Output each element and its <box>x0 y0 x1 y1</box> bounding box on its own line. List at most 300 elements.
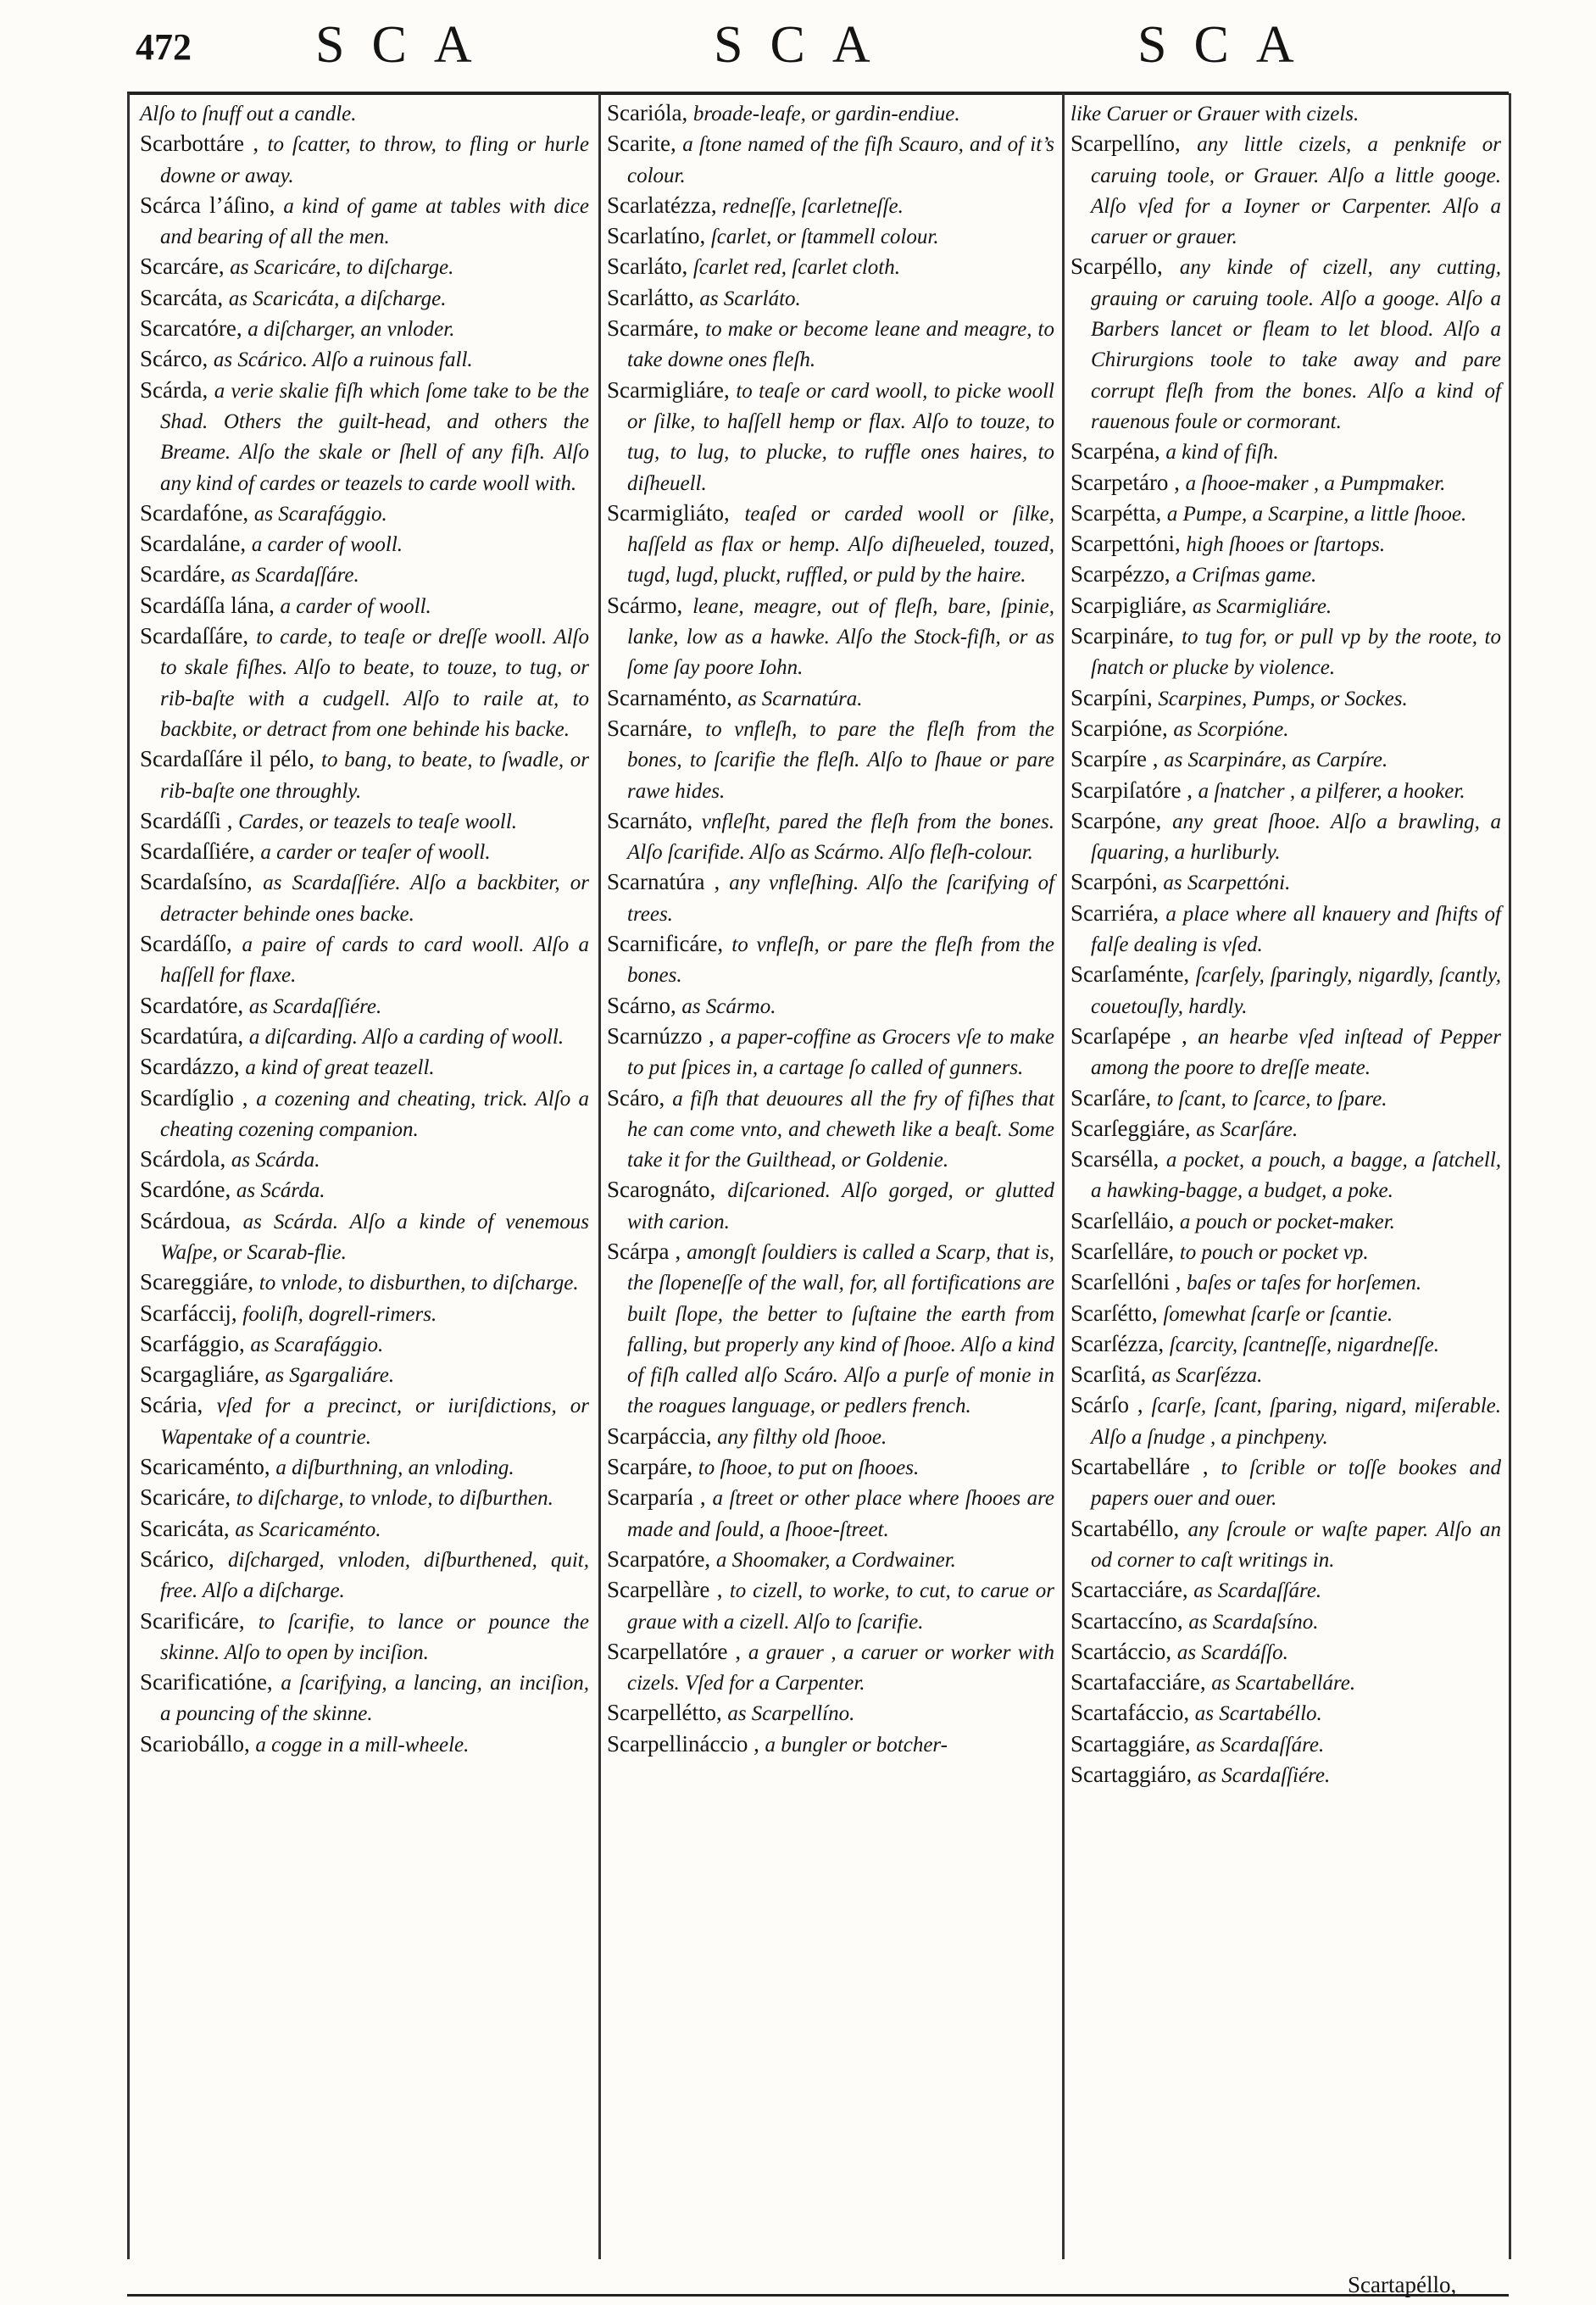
definition: broade-leafe, or gardin-endiue. <box>692 103 960 125</box>
dictionary-entry <box>607 1452 1054 1483</box>
headword: Scarbottáre , <box>140 131 259 157</box>
definition: as Scardaſſáre. <box>1196 1733 1325 1757</box>
definition: a carder of wooll. <box>280 594 431 618</box>
dictionary-entry <box>1070 560 1501 590</box>
headword: Scarlatíno, <box>607 223 706 249</box>
headword: Scáro, <box>607 1084 665 1111</box>
headword: Scartafáccio, <box>1070 1700 1190 1726</box>
headword: Scárico, <box>140 1545 214 1572</box>
dictionary-entry <box>1070 129 1501 252</box>
dictionary-entry <box>140 283 589 314</box>
definition: as Scaricaménto. <box>235 1517 381 1541</box>
definition: to ſcrible or toſſe bookes and papers ouer and ouer. <box>1091 1456 1501 1511</box>
headword: Scardáſſo, <box>140 931 232 957</box>
headword: Scaricáre, <box>140 1484 231 1511</box>
dictionary-entry <box>140 1390 589 1452</box>
dictionary-entry <box>1070 1083 1501 1114</box>
dictionary-entry <box>140 1483 589 1513</box>
headword: Scariobállo, <box>140 1730 250 1757</box>
headword: Scartaccíno, <box>1070 1607 1183 1634</box>
definition: a verie skalie fiſh which ſome take to be the Shad. Others the guilt-head, and others the Breame. Alſo the skale or ſhell of any fiſh. Alſo any kind of cardes or teazels to carde wooll with. <box>160 379 590 495</box>
headword: Scardáre, <box>140 561 226 587</box>
definition: as Scorpióne. <box>1173 717 1289 741</box>
dictionary-entry <box>607 1698 1054 1729</box>
headword: Scarmigliáre, <box>607 376 730 403</box>
definition: a ſtone named of the fiſh Scauro, and of it’s colour. <box>627 133 1055 187</box>
dictionary-entry <box>140 1083 589 1145</box>
headword: Scarſelláio, <box>1070 1207 1175 1233</box>
headword: Scarlatézza, <box>607 192 717 218</box>
headword: Scartacciáre, <box>1070 1577 1188 1603</box>
definition: a fiſh that deuoures all the fry of fiſhes that he can come vnto, and cheweth like a beaſt. Some take it for the Guilthead, or Goldenie. <box>627 1087 1055 1172</box>
definition: as Scardaſsíno. <box>1188 1610 1319 1634</box>
definition: high ſhooes or ſtartops. <box>1186 533 1386 557</box>
dictionary-entry <box>140 806 589 837</box>
definition: a carder or teaſer of wooll. <box>260 841 491 865</box>
dictionary-entry <box>607 1022 1054 1083</box>
dictionary-entry <box>140 252 589 282</box>
definition: amongſt ſouldiers is called a Scarp, that is, the ſlopeneſſe of the wall, for, all fortifications are built ſlope, the better to ſuſtaine the earth from falling, but properly any kind of ſhooe. Alſo a kind of fiſh called alſo Scáro. Alſo a purſe of monie in the roagues language, or pedlers french. <box>627 1240 1054 1418</box>
dictionary-entry <box>140 1606 589 1668</box>
dictionary-entry <box>1070 714 1501 744</box>
definition: to make or become leane and meagre, to take downe ones fleſh. <box>627 318 1055 372</box>
definition: to vnfleſh, or pare the fleſh from the bones. <box>627 933 1055 988</box>
dictionary-entry <box>140 837 589 867</box>
headword: Scarpézzo, <box>1070 561 1171 587</box>
definition: a place where all knauery and ſhifts of falſe dealing is vſed. <box>1091 902 1501 957</box>
dictionary-entry <box>140 344 589 375</box>
dictionary-entry <box>1070 529 1501 560</box>
dictionary-entry <box>607 1237 1054 1422</box>
definition: teaſed or carded wooll or ſilke, haſſeld as flax or hemp. Alſo diſheueled, touzed, tugd, lugd, pluckt, ruffled, or puld by the haire. <box>627 502 1054 587</box>
headword: Scareggiáre, <box>140 1269 254 1295</box>
dictionary-entry <box>140 1514 589 1545</box>
dictionary-entry <box>607 1175 1054 1237</box>
dictionary-entry <box>607 1083 1054 1176</box>
headword: Scarſáre, <box>1070 1084 1152 1111</box>
header-rule <box>127 92 1509 95</box>
headword: Scartaggiáro, <box>1070 1762 1193 1788</box>
dictionary-entry <box>140 1052 589 1083</box>
definition: ſomewhat ſcarſe or ſcantie. <box>1163 1302 1393 1326</box>
headword: Scarſellóni , <box>1070 1269 1182 1295</box>
headword: Scarſétto, <box>1070 1300 1158 1326</box>
definition: as Scardaſſáre. <box>231 564 359 587</box>
dictionary-entry <box>1070 1299 1501 1329</box>
dictionary-entry <box>1070 1390 1501 1452</box>
dictionary-entry <box>140 591 589 621</box>
running-head-center: SCA <box>714 16 898 74</box>
page-number: 472 <box>136 26 192 68</box>
dictionary-entry <box>1070 498 1501 529</box>
dictionary-entry <box>607 591 1054 683</box>
headword: Scarpellináccio , <box>607 1730 759 1757</box>
definition: vſed for a precinct, or iuriſdictions, or Wapentake of a countrie. <box>160 1395 590 1449</box>
dictionary-entry <box>1070 252 1501 437</box>
definition: a cozening and cheating, trick. Alſo a cheating cozening companion. <box>160 1087 589 1141</box>
dictionary-entry <box>607 221 1054 252</box>
headword: Scardázzo, <box>140 1054 240 1080</box>
dictionary-entry <box>1070 1514 1501 1576</box>
headword: Scartafacciáre, <box>1070 1669 1206 1695</box>
definition: as Scarafággio. <box>250 1333 384 1356</box>
dictionary-entry <box>1070 1267 1501 1298</box>
dictionary-entry <box>140 1668 589 1729</box>
headword: Scária, <box>140 1392 203 1418</box>
headword: Scardatóre, <box>140 992 244 1018</box>
dictionary-entry <box>1070 621 1501 683</box>
definition: a kind of game at tables with dice and bearing of all the men. <box>160 194 590 249</box>
definition: a diſcarding. Alſo a carding of wooll. <box>248 1025 564 1049</box>
definition: a pocket, a pouch, a bagge, a ſatchell, a hawking-bagge, a budget, a poke. <box>1091 1149 1502 1203</box>
definition: as Scarafággio. <box>253 502 387 526</box>
definition: as Scarpináre, as Carpíre. <box>1164 749 1388 772</box>
definition: a Shoomaker, a Cordwainer. <box>715 1548 956 1572</box>
definition: as Scartabéllo. <box>1194 1702 1322 1726</box>
dictionary-entry <box>1070 1329 1501 1360</box>
headword: Scarpigliáre, <box>1070 592 1187 618</box>
footer-rule <box>127 2294 1509 2297</box>
dictionary-entry <box>140 1545 589 1606</box>
definition: any filthy old ſhooe. <box>717 1425 887 1449</box>
headword: Scarſelláre, <box>1070 1238 1175 1264</box>
headword: Scarpióne, <box>1070 715 1168 741</box>
column-rule-left <box>127 93 130 2259</box>
definition: to teaſe or card wooll, to picke wooll or ſilke, to haſſell hemp or flax. Alſo to touze, to tug, to lug, to plucke, to ruffle ones haires, to diſheuell. <box>627 379 1054 495</box>
headword: Scarpellíno, <box>1070 131 1181 157</box>
definition: a ſhooe-maker , a Pumpmaker. <box>1185 471 1446 495</box>
dictionary-entry <box>607 1545 1054 1575</box>
dictionary-entry <box>140 1267 589 1298</box>
dictionary-entry <box>1070 899 1501 960</box>
headword: Scárco, <box>140 346 209 372</box>
headword: Scarpetáro , <box>1070 469 1180 495</box>
definition: ſcarſe, ſcant, ſparing, nigard, miſerable. Alſo a ſnudge , a pinchpeny. <box>1091 1395 1502 1449</box>
definition: as Scárico. Alſo a ruinous fall. <box>213 348 473 372</box>
dictionary-entry <box>140 1022 589 1052</box>
dictionary-entry <box>607 806 1054 868</box>
dictionary-entry <box>1070 1452 1501 1514</box>
headword: Scarióla, <box>607 100 688 125</box>
dictionary-entry <box>607 376 1054 498</box>
headword: Scardóne, <box>140 1177 231 1203</box>
dictionary-entry <box>140 929 589 991</box>
definition: a cogge in a mill-wheele. <box>255 1733 470 1757</box>
dictionary-entry <box>1070 1144 1501 1206</box>
headword: Scarmiglіáto, <box>607 499 730 526</box>
definition: a Pumpe, a Scarpine, a little ſhooe. <box>1166 502 1467 526</box>
dictionary-entry <box>1070 1668 1501 1698</box>
definition: as Scarpettóni. <box>1163 871 1291 895</box>
definition: a pouch or pocket-maker. <box>1179 1210 1395 1233</box>
headword: Scaricáta, <box>140 1515 230 1541</box>
headword: Scartabéllo, <box>1070 1515 1180 1541</box>
definition: as Scaricáta, a diſcharge. <box>228 287 447 310</box>
dictionary-entry <box>140 1329 589 1360</box>
dictionary-entry <box>607 1483 1054 1545</box>
definition: an hearbe vſed inſtead of Pepper among the poore to dreſſe meate. <box>1091 1025 1501 1080</box>
definition: to cizell, to worke, to cut, to carue or graue with a cizell. Alſo to ſcarifie. <box>627 1579 1054 1634</box>
headword: Scarpóni, <box>1070 869 1158 895</box>
definition: a ſcarifying, a lancing, an inciſion, a pouncing of the skinne. <box>160 1672 590 1726</box>
dictionary-entry <box>140 529 589 560</box>
definition: as Scarpellíno. <box>727 1702 855 1726</box>
headword: Scarláto, <box>607 253 688 280</box>
headword: Scarſitá, <box>1070 1361 1147 1388</box>
catchword: Scartapéllo, <box>1348 2272 1457 2297</box>
dictionary-entry <box>140 1360 589 1390</box>
definition: to tug for, or pull vp by the roote, to ſnatch or plucke by violence. <box>1091 626 1501 680</box>
definition: to ſcant, to ſcarce, to ſpare. <box>1156 1087 1387 1111</box>
headword: Scarnúzzo , <box>607 1022 715 1049</box>
definition: as Scardaſſiére. <box>248 994 382 1018</box>
dictionary-entry <box>1070 591 1501 621</box>
dictionary-entry <box>607 191 1054 221</box>
dictionary-entry <box>140 1206 589 1268</box>
headword: Scardáſſi , <box>140 807 233 833</box>
dictionary-entry <box>140 1144 589 1175</box>
dictionary-entry <box>1070 1698 1501 1729</box>
headword: Scarſeggiáre, <box>1070 1115 1191 1141</box>
headword: Scarpatóre, <box>607 1545 711 1572</box>
dictionary-entry <box>140 1452 589 1483</box>
headword: Scarnificáre, <box>607 931 724 957</box>
definition: as Scárda. <box>236 1179 325 1203</box>
column-3 <box>1070 98 1501 1790</box>
definition: as Scármo. <box>681 994 776 1018</box>
headword: Scarnáre, <box>607 715 693 741</box>
running-head-left: SCA <box>315 16 499 74</box>
dictionary-entry <box>140 991 589 1022</box>
dictionary-entry <box>1070 867 1501 898</box>
headword: Scarnaménto, <box>607 684 732 710</box>
headword: Scarcáre, <box>140 253 225 280</box>
headword: Scarnáto, <box>607 807 693 833</box>
definition: as Scarmigliáre. <box>1192 594 1332 618</box>
definition: as Scarſáre. <box>1196 1117 1298 1141</box>
headword: Scárca l’áſino, <box>140 192 275 218</box>
headword: Scárpa , <box>607 1238 681 1264</box>
headword: Scarpellétto, <box>607 1700 722 1726</box>
definition: a paire of cards to card wooll. Alſo a haſſell for flaxe. <box>160 933 589 988</box>
dictionary-entry <box>140 314 589 344</box>
dictionary-entry <box>1070 1729 1501 1760</box>
definition: to ſcarifie, to lance or pounce the skinne. Alſo to open by inciſion. <box>160 1610 590 1664</box>
dictionary-entry <box>140 1729 589 1760</box>
headword: Scarſaménte, <box>1070 961 1190 988</box>
headword: Scarificatióne, <box>140 1669 273 1695</box>
dictionary-entry <box>607 991 1054 1022</box>
headword: Scarpináre, <box>1070 623 1175 649</box>
dictionary-entry <box>607 929 1054 991</box>
headword: Scarmáre, <box>607 315 699 342</box>
dictionary-entry <box>140 1175 589 1205</box>
definition: as Scárda. <box>231 1149 320 1172</box>
dictionary-entry <box>140 744 589 806</box>
dictionary-entry <box>607 1729 1054 1760</box>
dictionary-entry <box>140 98 589 129</box>
headword: Scardíglio , <box>140 1084 248 1111</box>
headword: Scarpétta, <box>1070 499 1162 526</box>
definition: a diſburthning, an vnloding. <box>275 1456 514 1480</box>
definition: vnfleſht, pared the fleſh from the bones. Alſo ſcarifide. Alſo as Scármo. Alſo fleſh-colour. <box>627 810 1054 865</box>
definition: to bang, to beate, to ſwadle, or rib-baſte one throughly. <box>160 749 590 803</box>
definition: as Scardaſſiére. <box>1197 1764 1331 1788</box>
dictionary-entry <box>140 1299 589 1329</box>
definition: a Criſmas game. <box>1176 564 1317 587</box>
dictionary-entry <box>1070 98 1501 129</box>
definition: as Scaricáre, to diſcharge. <box>230 256 454 280</box>
definition: as Scardáſſo. <box>1176 1640 1288 1664</box>
dictionary-entry <box>140 191 589 253</box>
definition: any little cizels, a penknife or caruing toole, or Grauer. Alſo a little googe. Alſo vſed for a Ioyner or Carpenter. Alſo a caruer or grauer. <box>1091 133 1502 249</box>
dictionary-entry <box>140 560 589 590</box>
definition: diſcarioned. Alſo gorged, or glutted with carion. <box>627 1179 1055 1233</box>
dictionary-entry <box>1070 683 1501 714</box>
definition: redneſſe, ſcarletneſſe. <box>722 194 904 218</box>
dictionary-entry <box>1070 1237 1501 1267</box>
column-rule-2 <box>1062 93 1065 2259</box>
headword: Scarnatúra , <box>607 869 720 895</box>
dictionary-entry <box>140 867 589 929</box>
headword: Scarſézza, <box>1070 1330 1165 1356</box>
dictionary-entry <box>140 498 589 529</box>
headword: Scarriéra, <box>1070 899 1159 926</box>
definition: a bungler or botcher- <box>765 1733 948 1757</box>
definition: Scarpines, Pumps, or Sockes. <box>1158 687 1408 710</box>
definition: as Scartabelláre. <box>1211 1672 1356 1695</box>
dictionary-entry <box>1070 1637 1501 1668</box>
definition: to carde, to teaſe or dreſſe wooll. Alſo to skale fiſhes. Alſo to beate, to touze, to tug, or rib-baſte with a cudgell. Alſo to raile at, to backbite, or detract from one behinde his backe. <box>160 626 589 741</box>
definition: any kinde of cizell, any cutting, grauing or caruing toole. Alſo a googe. Alſo a Barbers lancet or fleam to let blood. Alſo a Chirurgions toole to take away and pare corrupt fleſh from the bones. Alſo a kind of rauenous foule or cormorant. <box>1091 256 1502 433</box>
dictionary-entry <box>1070 437 1501 467</box>
headword: Scarpáccia, <box>607 1423 712 1449</box>
definition: as Sgargaliáre. <box>264 1364 395 1388</box>
headword: Scarpíre , <box>1070 746 1159 772</box>
definition: ſcarlet red, ſcarlet cloth. <box>692 256 900 280</box>
headword: Scartáccio, <box>1070 1638 1172 1664</box>
dictionary-entry <box>1070 1606 1501 1637</box>
page-header <box>0 0 1596 102</box>
column-rule-1 <box>598 93 601 2259</box>
definition: to pouch or pocket vp. <box>1179 1240 1369 1264</box>
headword: Scarcáta, <box>140 284 224 310</box>
headword: Scardaſſáre il pélo, <box>140 746 314 772</box>
headword: Scarpíni, <box>1070 684 1153 710</box>
dictionary-entry <box>607 129 1054 191</box>
dictionary-entry <box>1070 744 1501 775</box>
headword: Scartaggiáre, <box>1070 1730 1191 1757</box>
headword: Scarpóne, <box>1070 807 1162 833</box>
dictionary-entry <box>607 714 1054 806</box>
definition: diſcharged, vnloden, diſburthened, quit, free. Alſo a diſcharge. <box>160 1548 589 1603</box>
dictionary-entry <box>607 498 1054 591</box>
column-rule-right <box>1509 93 1511 2259</box>
headword: Scárdola, <box>140 1146 226 1172</box>
headword: Scarcatóre, <box>140 315 242 342</box>
dictionary-entry <box>607 314 1054 376</box>
definition: ſcarſely, ſparingly, nigardly, ſcantly, couetouſly, hardly. <box>1091 964 1501 1018</box>
definition: a paper-coffine as Grocers vſe to make to put ſpices in, a cartage ſo called of gunners. <box>627 1025 1054 1080</box>
definition: a grauer , a caruer or worker with cizels. Vſed for a Carpenter. <box>627 1640 1054 1695</box>
headword: Scarséllа, <box>1070 1146 1159 1172</box>
definition: a kind of great teazell. <box>245 1056 435 1080</box>
definition: a carder of wooll. <box>251 533 403 557</box>
definition: Alſo to ſnuff out a candle. <box>140 103 357 125</box>
definition: leane, meagre, out of fleſh, bare, ſpinie, lanke, low as a hawke. Alſo the Stock-fiſh, or as ſome ſay poore Iohn. <box>627 594 1055 680</box>
headword: Scárdoua, <box>140 1207 231 1233</box>
dictionary-entry <box>607 252 1054 282</box>
headword: Scarfáccij, <box>140 1300 237 1326</box>
dictionary-entry <box>1070 1760 1501 1790</box>
dictionary-entry <box>1070 960 1501 1022</box>
headword: Scárda, <box>140 376 209 403</box>
dictionary-entry <box>1070 1022 1501 1083</box>
definition: to diſcharge, to vnlode, to diſburthen. <box>236 1487 553 1511</box>
definition: as Scarſézza. <box>1151 1364 1263 1388</box>
definition: a ſtreet or other place where ſhooes are made and ſould, a ſhooe-ſtreet. <box>627 1487 1055 1541</box>
dictionary-entry <box>607 1422 1054 1452</box>
definition: any ſcroule or waſte paper. Alſo an od corner to caſt writings in. <box>1091 1517 1502 1572</box>
column-1 <box>140 98 589 1760</box>
dictionary-entry <box>607 867 1054 929</box>
headword: Scardaſſáre, <box>140 623 249 649</box>
definition: ſcarcity, ſcantneſſe, nigardneſſe. <box>1169 1333 1439 1356</box>
headword: Scarognáto, <box>607 1177 716 1203</box>
headword: Scarpéllo, <box>1070 253 1163 280</box>
definition: a diſcharger, an vnloder. <box>247 318 455 342</box>
definition: as Scarláto. <box>699 287 801 310</box>
headword: Scarpiſatóre , <box>1070 777 1193 803</box>
dictionary-entry <box>1070 1360 1501 1390</box>
headword: Scárſo , <box>1070 1392 1143 1418</box>
dictionary-entry <box>607 1637 1054 1699</box>
definition: as Scárda. Alſo a kinde of venemous Waſpe, or Scarab-flie. <box>160 1210 590 1264</box>
headword: Scarſapépe , <box>1070 1022 1187 1049</box>
definition: fooliſh, dogrell-rimers. <box>242 1302 437 1326</box>
dictionary-entry <box>140 129 589 191</box>
headword: Scármo, <box>607 592 683 618</box>
dictionary-entry <box>1070 806 1501 868</box>
dictionary-entry <box>607 98 1054 129</box>
dictionary-entry <box>1070 1575 1501 1606</box>
dictionary-entry <box>607 683 1054 714</box>
headword: Scarpellàre , <box>607 1577 723 1603</box>
dictionary-entry <box>1070 468 1501 498</box>
dictionary-entry <box>607 283 1054 314</box>
headword: Scardaſsíno, <box>140 869 253 895</box>
headword: Scarpellatóre , <box>607 1638 742 1664</box>
running-head-right: SCA <box>1137 16 1321 74</box>
definition: Cardes, or teazels to teaſe wooll. <box>238 810 518 833</box>
headword: Scarlátto, <box>607 284 694 310</box>
definition: any vnfleſhing. Alſo the ſcarifying of trees. <box>627 871 1055 926</box>
headword: Scarparía , <box>607 1484 706 1511</box>
column-2 <box>607 98 1054 1760</box>
headword: Scarificáre, <box>140 1607 245 1634</box>
headword: Scarite, <box>607 131 676 157</box>
definition: to vnfleſh, to pare the fleſh from the bones, to ſcarifie the fleſh. Alſo to ſhaue or pare rawe hides. <box>627 717 1055 803</box>
dictionary-entry <box>1070 1114 1501 1144</box>
definition: to ſhooe, to put on ſhooes. <box>698 1456 920 1480</box>
definition: as Scardaſſiére. Alſo a backbiter, or detracter behinde ones backe. <box>160 871 589 926</box>
headword: Scardatúra, <box>140 1022 244 1049</box>
headword: Scaricaménto, <box>140 1454 270 1480</box>
headword: Scarfággio, <box>140 1330 245 1356</box>
dictionary-entry <box>140 376 589 498</box>
definition: any great ſhooe. Alſo a brawling, a ſquaring, a hurliburly. <box>1091 810 1501 865</box>
headword: Scargagliáre, <box>140 1361 260 1388</box>
